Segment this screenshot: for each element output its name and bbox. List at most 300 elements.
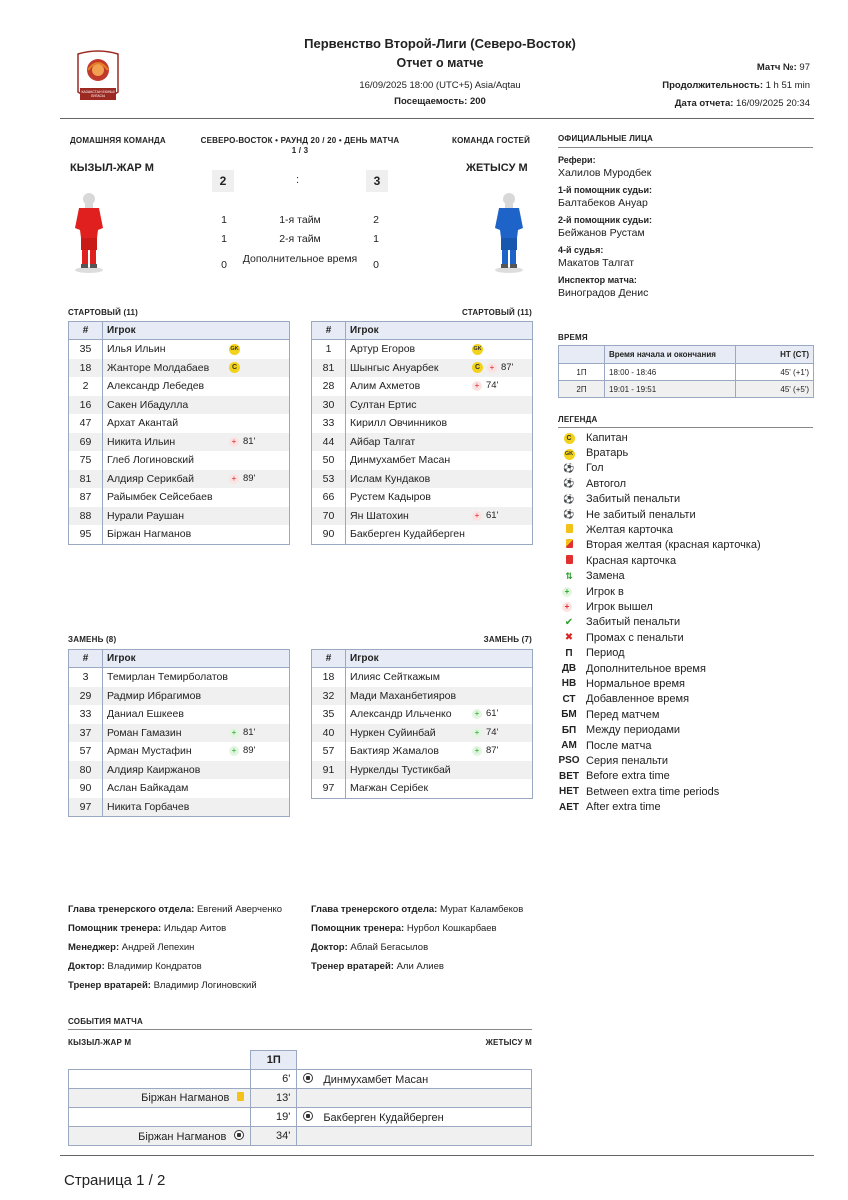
- staff-role: Менеджер:: [68, 942, 120, 953]
- staff-role: Доктор:: [311, 942, 348, 953]
- player-row: [69, 414, 290, 433]
- player-name: Алим Ахметов: [350, 380, 421, 392]
- player-name: Мади Маханбетияров: [350, 689, 457, 702]
- legend-item: [558, 799, 814, 814]
- legend-item: [558, 553, 814, 568]
- staff-name: Мурат Каламбеков: [439, 904, 524, 915]
- time-row: [559, 364, 814, 381]
- player-in-glyph: +: [562, 587, 572, 597]
- staff-entry: [68, 961, 308, 972]
- col-player: Игрок: [346, 650, 533, 668]
- player-row: [312, 742, 533, 761]
- player-in-icon: +: [472, 728, 482, 738]
- substitution-icon: [558, 571, 580, 582]
- player-in-icon: +: [229, 746, 239, 756]
- home-subs-table: [68, 649, 290, 817]
- player-name: Султан Ертис: [350, 398, 417, 411]
- player-name: Александр Ильченко: [350, 708, 452, 720]
- report-date-value: 16/09/2025 20:34: [736, 98, 810, 109]
- player-in-icon: +: [472, 746, 482, 756]
- col-num: #: [312, 650, 346, 668]
- staff-name: Владимир Логиновский: [153, 980, 257, 991]
- player-number: 16: [69, 396, 103, 415]
- report-subtitle: Отчет о матче: [396, 56, 484, 70]
- player-row: [312, 525, 533, 544]
- player-row: [312, 414, 533, 433]
- legend-abbr: HET: [559, 786, 579, 798]
- player-name: Даниал Ешкеев: [107, 708, 184, 720]
- legend-item: [558, 615, 814, 630]
- player-number: 30: [312, 396, 346, 415]
- period-2-home: 1: [221, 233, 227, 245]
- official-role: Рефери:: [558, 155, 596, 165]
- sub-minute: 89': [243, 745, 256, 756]
- match-number-label: Матч №:: [756, 62, 797, 73]
- player-number: 69: [69, 433, 103, 452]
- player-badges: [229, 344, 285, 355]
- duration-value: 1 h 51 min: [765, 80, 810, 91]
- legend-text: Before extra time: [586, 770, 670, 783]
- player-row: [69, 488, 290, 507]
- player-name: Александр Лебедев: [107, 380, 205, 392]
- report-date-label: Дата отчета:: [674, 98, 734, 109]
- staff-name: Аблай Бегасылов: [350, 942, 429, 953]
- player-row: [312, 507, 533, 526]
- legend-item: [558, 522, 814, 537]
- legend-abbr: PSO: [558, 755, 580, 767]
- captain-icon: C: [472, 362, 483, 373]
- player-number: 32: [312, 687, 346, 706]
- player-row: [312, 724, 533, 743]
- player-number: 70: [312, 507, 346, 526]
- official-role: Инспектор матча:: [558, 275, 637, 285]
- official-role: 4-й судья:: [558, 245, 604, 255]
- player-name: Роман Гамазин: [107, 726, 182, 739]
- player-row: [312, 340, 533, 359]
- legend-text: Промах с пенальти: [586, 631, 684, 644]
- legend-item: [558, 630, 814, 645]
- legend-text: Замена: [586, 570, 625, 583]
- goal-icon: [234, 1130, 244, 1140]
- sub-minute: 89': [243, 472, 256, 484]
- official-entry: [558, 275, 814, 299]
- time-range: 18:00 - 18:46: [605, 364, 736, 381]
- player-name: Нуркелды Тустикбай: [350, 763, 451, 776]
- col-num: #: [312, 322, 346, 340]
- player-row: [69, 798, 290, 817]
- player-badges: [472, 707, 528, 722]
- officials-divider: [558, 147, 813, 148]
- events-table: [68, 1050, 532, 1146]
- legend-text: Капитан: [586, 431, 628, 444]
- official-entry: [558, 155, 814, 179]
- home-score: 2: [212, 170, 234, 192]
- player-badges: [472, 726, 528, 741]
- staff-name: Владимир Кондратов: [107, 961, 202, 972]
- footer-divider: [60, 1155, 814, 1156]
- home-subs-label: ЗАМЕНЬ (8): [68, 635, 117, 644]
- staff-entry: [311, 904, 551, 915]
- player-row: [312, 359, 533, 378]
- player-number: 88: [69, 507, 103, 526]
- player-row: [312, 377, 533, 396]
- event-home-player: Біржан Нагманов: [141, 1092, 230, 1104]
- time-title: ВРЕМЯ: [558, 333, 588, 342]
- legend-abbr: БМ: [561, 709, 577, 721]
- legend-item: [558, 753, 814, 768]
- player-row: [312, 396, 533, 415]
- player-row: [312, 705, 533, 724]
- legend-item: [558, 538, 814, 553]
- player-row: [69, 761, 290, 780]
- player-row: [312, 433, 533, 452]
- legend-text: Не забитый пенальти: [586, 508, 696, 521]
- col-num: #: [69, 322, 103, 340]
- legend-item: [558, 722, 814, 737]
- player-row: [69, 377, 290, 396]
- legend-item: [558, 661, 814, 676]
- legend-abbr: НВ: [561, 678, 577, 690]
- legend-item: [558, 476, 814, 491]
- captain-icon: C: [229, 362, 240, 373]
- legend-text: Перед матчем: [586, 708, 660, 721]
- legend-text: Вратарь: [586, 447, 629, 460]
- player-name: Радмир Ибрагимов: [107, 689, 202, 702]
- official-role: 1-й помощник судьи:: [558, 185, 653, 195]
- player-number: 29: [69, 687, 103, 706]
- report-title: Первенство Второй-Лиги (Северо-Восток): [304, 36, 576, 51]
- player-name: Кирилл Овчинников: [350, 417, 448, 429]
- player-number: 47: [69, 414, 103, 433]
- player-badges: [472, 509, 528, 524]
- player-number: 2: [69, 377, 103, 396]
- away-team-label: КОМАНДА ГОСТЕЙ: [452, 136, 531, 145]
- ball-glyph: ⚽: [563, 509, 575, 520]
- player-row: [69, 779, 290, 798]
- event-minute: 6': [251, 1070, 297, 1089]
- away-starting-label: СТАРТОВЫЙ (11): [461, 308, 532, 317]
- sub-minute: 87': [486, 745, 499, 756]
- player-number: 33: [312, 414, 346, 433]
- player-name: Алдияр Серикбай: [107, 472, 194, 485]
- player-number: 80: [69, 761, 103, 780]
- player-name: Архат Акантай: [107, 417, 179, 429]
- extra-time-away: 0: [373, 259, 379, 271]
- player-in-icon: +: [472, 709, 482, 719]
- events-divider: [68, 1029, 532, 1030]
- player-row: [69, 470, 290, 489]
- player-number: 75: [69, 451, 103, 470]
- staff-name: Евгений Аверченко: [196, 904, 283, 915]
- player-out-icon: [558, 601, 580, 612]
- player-name: Илияс Сейткажым: [350, 671, 440, 683]
- legend-text: Добавленное время: [586, 693, 690, 706]
- player-badges: [472, 344, 528, 355]
- player-badges: [472, 744, 528, 759]
- staff-role: Помощник тренера:: [68, 923, 162, 934]
- time-col-range: Время начала и окончания: [605, 346, 736, 364]
- attendance-label: Посещаемость:: [394, 96, 468, 107]
- player-number: 57: [69, 742, 103, 761]
- staff-role: Помощник тренера:: [311, 923, 405, 934]
- page-number: Страница 1 / 2: [64, 1172, 166, 1189]
- home-kit-icon: [72, 190, 106, 277]
- col-player: Игрок: [346, 322, 533, 340]
- event-row: [69, 1127, 532, 1146]
- legend-item: [558, 492, 814, 507]
- staff-role: Тренер вратарей:: [68, 980, 151, 991]
- player-badges: [229, 744, 285, 759]
- legend-text: Нормальное время: [586, 677, 685, 690]
- player-name: Райымбек Сейсебаев: [107, 491, 213, 503]
- player-number: 91: [312, 761, 346, 780]
- player-out-icon: +: [487, 363, 497, 373]
- player-in-icon: +: [229, 728, 239, 738]
- penalty-missed-icon: [558, 509, 580, 520]
- player-name: Нуркен Суйинбай: [350, 726, 436, 739]
- player-name: Алдияр Каиржанов: [107, 763, 201, 776]
- col-num: #: [69, 650, 103, 668]
- sub-minute: 74': [486, 726, 499, 738]
- sub-minute: 61': [486, 708, 499, 719]
- away-subs-label: ЗАМЕНЬ (7): [483, 635, 532, 644]
- legend-abbr: AET: [559, 801, 579, 813]
- home-team-label: ДОМАШНЯЯ КОМАНДА: [70, 136, 166, 145]
- player-number: 40: [312, 724, 346, 743]
- yellow-card-shape: [566, 524, 573, 533]
- player-name: Динмухамбет Масан: [350, 454, 451, 466]
- second-yellow-shape: [566, 539, 573, 548]
- staff-entry: [68, 904, 308, 915]
- officials-title: ОФИЦИАЛЬНЫЕ ЛИЦА: [558, 134, 653, 143]
- player-name: Жанторе Молдабаев: [107, 361, 210, 374]
- goalkeeper-glyph: GK: [564, 449, 575, 460]
- legend-item: [558, 461, 814, 476]
- player-number: 33: [69, 705, 103, 724]
- player-out-icon: +: [472, 511, 482, 521]
- player-name: Аслан Байкадам: [107, 782, 189, 794]
- legend-text: Забитый пенальти: [586, 616, 681, 629]
- player-number: 3: [69, 668, 103, 687]
- player-number: 90: [69, 779, 103, 798]
- legend-title: ЛЕГЕНДА: [558, 415, 598, 424]
- home-starting-label: СТАРТОВЫЙ (11): [68, 308, 139, 317]
- staff-entry: [68, 980, 308, 991]
- player-row: [312, 470, 533, 489]
- legend-abbr: БП: [561, 724, 577, 736]
- legend-text: Дополнительное время: [586, 662, 706, 675]
- staff-name: Нурбол Кошкарбаев: [406, 923, 497, 934]
- player-name: Глеб Логиновский: [107, 454, 194, 466]
- penalty-scored-icon: [558, 494, 580, 505]
- ball-glyph: ⚽: [563, 493, 575, 504]
- time-range: 19:01 - 19:51: [605, 381, 736, 398]
- player-number: 50: [312, 451, 346, 470]
- player-number: 1: [312, 340, 346, 359]
- col-player: Игрок: [103, 650, 290, 668]
- official-name: Виноградов Денис: [558, 287, 649, 299]
- legend-text: Автогол: [586, 477, 627, 490]
- match-number: [757, 62, 810, 73]
- period-2-label: 2-я тайм: [279, 233, 321, 245]
- goal-icon: [303, 1073, 313, 1083]
- player-name: Біржан Нагманов: [107, 528, 192, 540]
- round-info-line2: 1 / 3: [291, 146, 309, 155]
- events-away-team: ЖЕТЫСУ М: [485, 1038, 532, 1047]
- legend-text: Желтая карточка: [586, 524, 673, 537]
- sub-minute: 87': [501, 361, 514, 373]
- legend-text: После матча: [586, 739, 652, 752]
- player-name: Илья Ильин: [107, 343, 166, 355]
- official-name: Бейжанов Рустам: [558, 227, 645, 239]
- match-duration: [662, 80, 810, 91]
- player-number: 35: [69, 340, 103, 359]
- player-name: Бактияр Жамалов: [350, 745, 439, 757]
- staff-entry: [68, 923, 308, 934]
- match-number-value: 97: [799, 62, 810, 73]
- official-entry: [558, 185, 814, 209]
- player-name: Никита Горбачев: [107, 800, 190, 813]
- player-number: 90: [312, 525, 346, 544]
- header-divider: [60, 118, 814, 119]
- player-row: [69, 507, 290, 526]
- legend-text: Гол: [586, 462, 604, 475]
- extra-time-label: Дополнительное время: [242, 253, 358, 265]
- official-name: Макатов Талгат: [558, 257, 635, 269]
- sub-glyph: ⇅: [565, 570, 573, 581]
- player-name: Артур Егоров: [350, 343, 416, 355]
- event-home-player: Біржан Нагманов: [138, 1130, 227, 1143]
- legend-text: After extra time: [586, 801, 661, 814]
- legend-text: Between extra time periods: [586, 785, 720, 798]
- event-away-player: Бакберген Кудайберген: [323, 1111, 444, 1124]
- player-row: [312, 687, 533, 706]
- events-period: 1П: [251, 1051, 297, 1070]
- second-yellow-icon: [558, 539, 580, 551]
- legend-item: [558, 599, 814, 614]
- player-badges: [229, 362, 285, 373]
- cross-glyph: ✖: [564, 632, 574, 644]
- home-staff: [68, 904, 308, 999]
- time-col-ht: HT (CT): [736, 346, 814, 364]
- time-col-period: [559, 346, 605, 364]
- legend-abbr: П: [565, 647, 573, 659]
- legend-item: [558, 569, 814, 584]
- event-row: [69, 1070, 532, 1089]
- player-number: 97: [312, 779, 346, 798]
- player-badges: [229, 472, 285, 487]
- player-number: 18: [69, 359, 103, 378]
- legend-item: [558, 676, 814, 691]
- events-title: СОБЫТИЯ МАТЧА: [68, 1017, 143, 1026]
- player-name: Арман Мустафин: [107, 745, 192, 757]
- player-row: [69, 451, 290, 470]
- sub-minute: 61': [486, 509, 499, 521]
- player-in-icon: [558, 586, 580, 597]
- officials-list: [558, 155, 814, 305]
- player-name: Ян Шатохин: [350, 509, 409, 522]
- period-2-away: 1: [373, 233, 379, 245]
- event-minute: 19': [251, 1108, 297, 1127]
- goal-icon: [303, 1111, 313, 1121]
- player-name: Сакен Ибадулла: [107, 398, 189, 411]
- events-home-team: КЫЗЫЛ-ЖАР М: [68, 1038, 132, 1047]
- event-row: [69, 1089, 532, 1108]
- ball-glyph: ⚽: [563, 462, 575, 473]
- player-name: Айбар Талгат: [350, 435, 416, 448]
- player-out-icon: +: [229, 474, 239, 484]
- player-row: [69, 668, 290, 687]
- legend-item: [558, 692, 814, 707]
- player-row: [69, 340, 290, 359]
- player-name: Рустем Кадыров: [350, 491, 431, 503]
- player-row: [312, 761, 533, 780]
- player-badges: [472, 361, 528, 376]
- extra-time-home: 0: [221, 259, 227, 271]
- check-glyph: ✔: [564, 616, 574, 628]
- ball-glyph: ⚽: [563, 478, 575, 489]
- player-name: Бакберген Кудайберген: [350, 528, 465, 540]
- sub-minute: 81': [243, 726, 256, 738]
- staff-name: Али Алиев: [396, 961, 444, 972]
- player-name: Никита Ильин: [107, 435, 176, 448]
- legend-divider: [558, 427, 813, 428]
- captain-icon: [558, 432, 580, 444]
- time-ht: 45' (+1'): [736, 364, 814, 381]
- away-score: 3: [366, 170, 388, 192]
- period-1-label: 1-я тайм: [279, 214, 321, 226]
- round-info: [200, 136, 400, 156]
- legend-item: [558, 784, 814, 799]
- away-subs-table: [311, 649, 533, 799]
- player-row: [69, 433, 290, 452]
- legend-item: [558, 507, 814, 522]
- home-team-name: КЫЗЫЛ-ЖАР М: [70, 162, 154, 174]
- player-number: 37: [69, 724, 103, 743]
- official-entry: [558, 245, 814, 269]
- legend-text: Между периодами: [586, 724, 681, 737]
- attendance: [250, 96, 630, 107]
- red-card-icon: [558, 555, 580, 567]
- player-name: Темирлан Темирболатов: [107, 671, 228, 683]
- staff-name: Ильдар Аитов: [163, 923, 227, 934]
- legend-text: Вторая желтая (красная карточка): [586, 539, 761, 552]
- legend-item: [558, 584, 814, 599]
- player-number: 35: [312, 705, 346, 724]
- legend-item: [558, 645, 814, 660]
- official-role: 2-й помощник судьи:: [558, 215, 653, 225]
- player-row: [69, 525, 290, 544]
- official-entry: [558, 215, 814, 239]
- player-row: [69, 396, 290, 415]
- legend-item: [558, 445, 814, 460]
- staff-role: Доктор:: [68, 961, 105, 972]
- staff-entry: [68, 942, 308, 953]
- legend-list: [558, 430, 814, 815]
- player-name: Нурали Раушан: [107, 509, 184, 522]
- player-name: Шынгыс Ануарбек: [350, 361, 439, 374]
- legend-abbr: АМ: [561, 740, 577, 751]
- home-starting-table: [68, 321, 290, 545]
- shootout-missed-icon: [558, 632, 580, 643]
- away-starting-table: [311, 321, 533, 545]
- player-row: [69, 687, 290, 706]
- period-1-away: 2: [373, 214, 379, 226]
- match-datetime: 16/09/2025 18:00 (UTC+5) Asia/Aqtau: [359, 80, 521, 91]
- logo-text: КАЗАКСТАН ЕКІНШІ ЛИГАСЫ: [81, 90, 115, 98]
- event-minute: 13': [251, 1089, 297, 1108]
- player-number: 81: [69, 470, 103, 489]
